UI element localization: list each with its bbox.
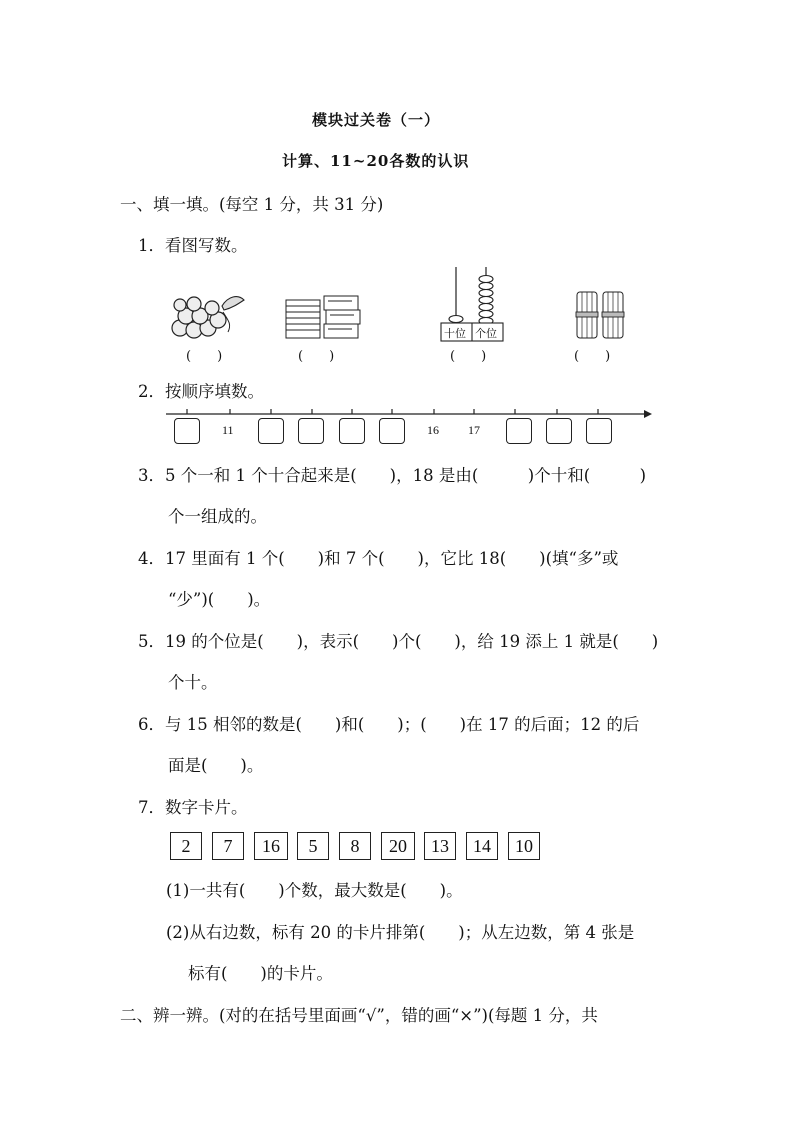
number-box-1[interactable] bbox=[174, 418, 200, 444]
number-card-4: 5 bbox=[297, 832, 329, 860]
q6-line2: 面是( )。 bbox=[168, 756, 264, 775]
number-card-5: 8 bbox=[339, 832, 371, 860]
tick-label-17: 17 bbox=[468, 423, 480, 437]
number-card-9: 10 bbox=[508, 832, 540, 860]
q7-sub1: (1)一共有( )个数，最大数是( )。 bbox=[166, 881, 463, 900]
q4-line2: “少”)( )。 bbox=[168, 590, 271, 609]
number-box-4[interactable] bbox=[339, 418, 365, 444]
number-box-8[interactable] bbox=[586, 418, 612, 444]
q1-answer-1[interactable]: ( ) bbox=[186, 349, 223, 364]
number-card-6: 20 bbox=[381, 832, 415, 860]
grapes-icon bbox=[168, 290, 246, 342]
tick-label-11: 11 bbox=[222, 423, 234, 437]
q2-text: 2．按顺序填数。 bbox=[138, 382, 264, 401]
paper-stacks-icon bbox=[282, 292, 364, 342]
q3-line2: 个一组成的。 bbox=[168, 507, 267, 526]
number-box-7[interactable] bbox=[546, 418, 572, 444]
q6-line1: 6．与 15 相邻的数是( )和( )；( )在 17 的后面；12 的后 bbox=[138, 715, 640, 734]
q4-line1: 4．17 里面有 1 个( )和 7 个( )，它比 18( )(填“多”或 bbox=[138, 549, 619, 568]
number-card-2: 7 bbox=[212, 832, 244, 860]
q5-line2: 个十。 bbox=[168, 673, 218, 692]
number-box-5[interactable] bbox=[379, 418, 405, 444]
page-subtitle: 计算、11~20各数的认识 bbox=[282, 152, 470, 170]
page-title: 模块过关卷（一） bbox=[312, 111, 441, 129]
number-line bbox=[160, 404, 655, 424]
tick-label-16: 16 bbox=[427, 423, 439, 437]
q1-answer-3[interactable]: ( ) bbox=[450, 349, 487, 364]
q1-text: 1．看图写数。 bbox=[138, 236, 248, 255]
abacus-ones-label: 个位 bbox=[475, 327, 497, 340]
stick-bundles-icon bbox=[574, 288, 628, 342]
number-card-3: 16 bbox=[254, 832, 288, 860]
number-box-2[interactable] bbox=[258, 418, 284, 444]
q1-answer-2[interactable]: ( ) bbox=[298, 349, 335, 364]
number-box-3[interactable] bbox=[298, 418, 324, 444]
q7-sub2-line2: 标有( )的卡片。 bbox=[188, 964, 333, 983]
section2-heading: 二、辨一辨。(对的在括号里面画“√”，错的画“×”)(每题 1 分，共 bbox=[120, 1006, 598, 1025]
number-card-8: 14 bbox=[466, 832, 498, 860]
q1-answer-4[interactable]: ( ) bbox=[574, 349, 611, 364]
number-card-1: 2 bbox=[170, 832, 202, 860]
q3-line1: 3．5 个一和 1 个十合起来是( )，18 是由( )个十和( ) bbox=[138, 466, 647, 485]
q7-sub2-line1: (2)从右边数，标有 20 的卡片排第( )；从左边数，第 4 张是 bbox=[166, 923, 635, 942]
q7-text: 7．数字卡片。 bbox=[138, 798, 248, 817]
number-box-6[interactable] bbox=[506, 418, 532, 444]
section1-heading: 一、填一填。(每空 1 分，共 31 分) bbox=[120, 195, 384, 214]
q5-line1: 5．19 的个位是( )，表示( )个( )，给 19 添上 1 就是( ) bbox=[138, 632, 659, 651]
number-card-7: 13 bbox=[424, 832, 456, 860]
abacus-tens-label: 十位 bbox=[444, 327, 466, 340]
